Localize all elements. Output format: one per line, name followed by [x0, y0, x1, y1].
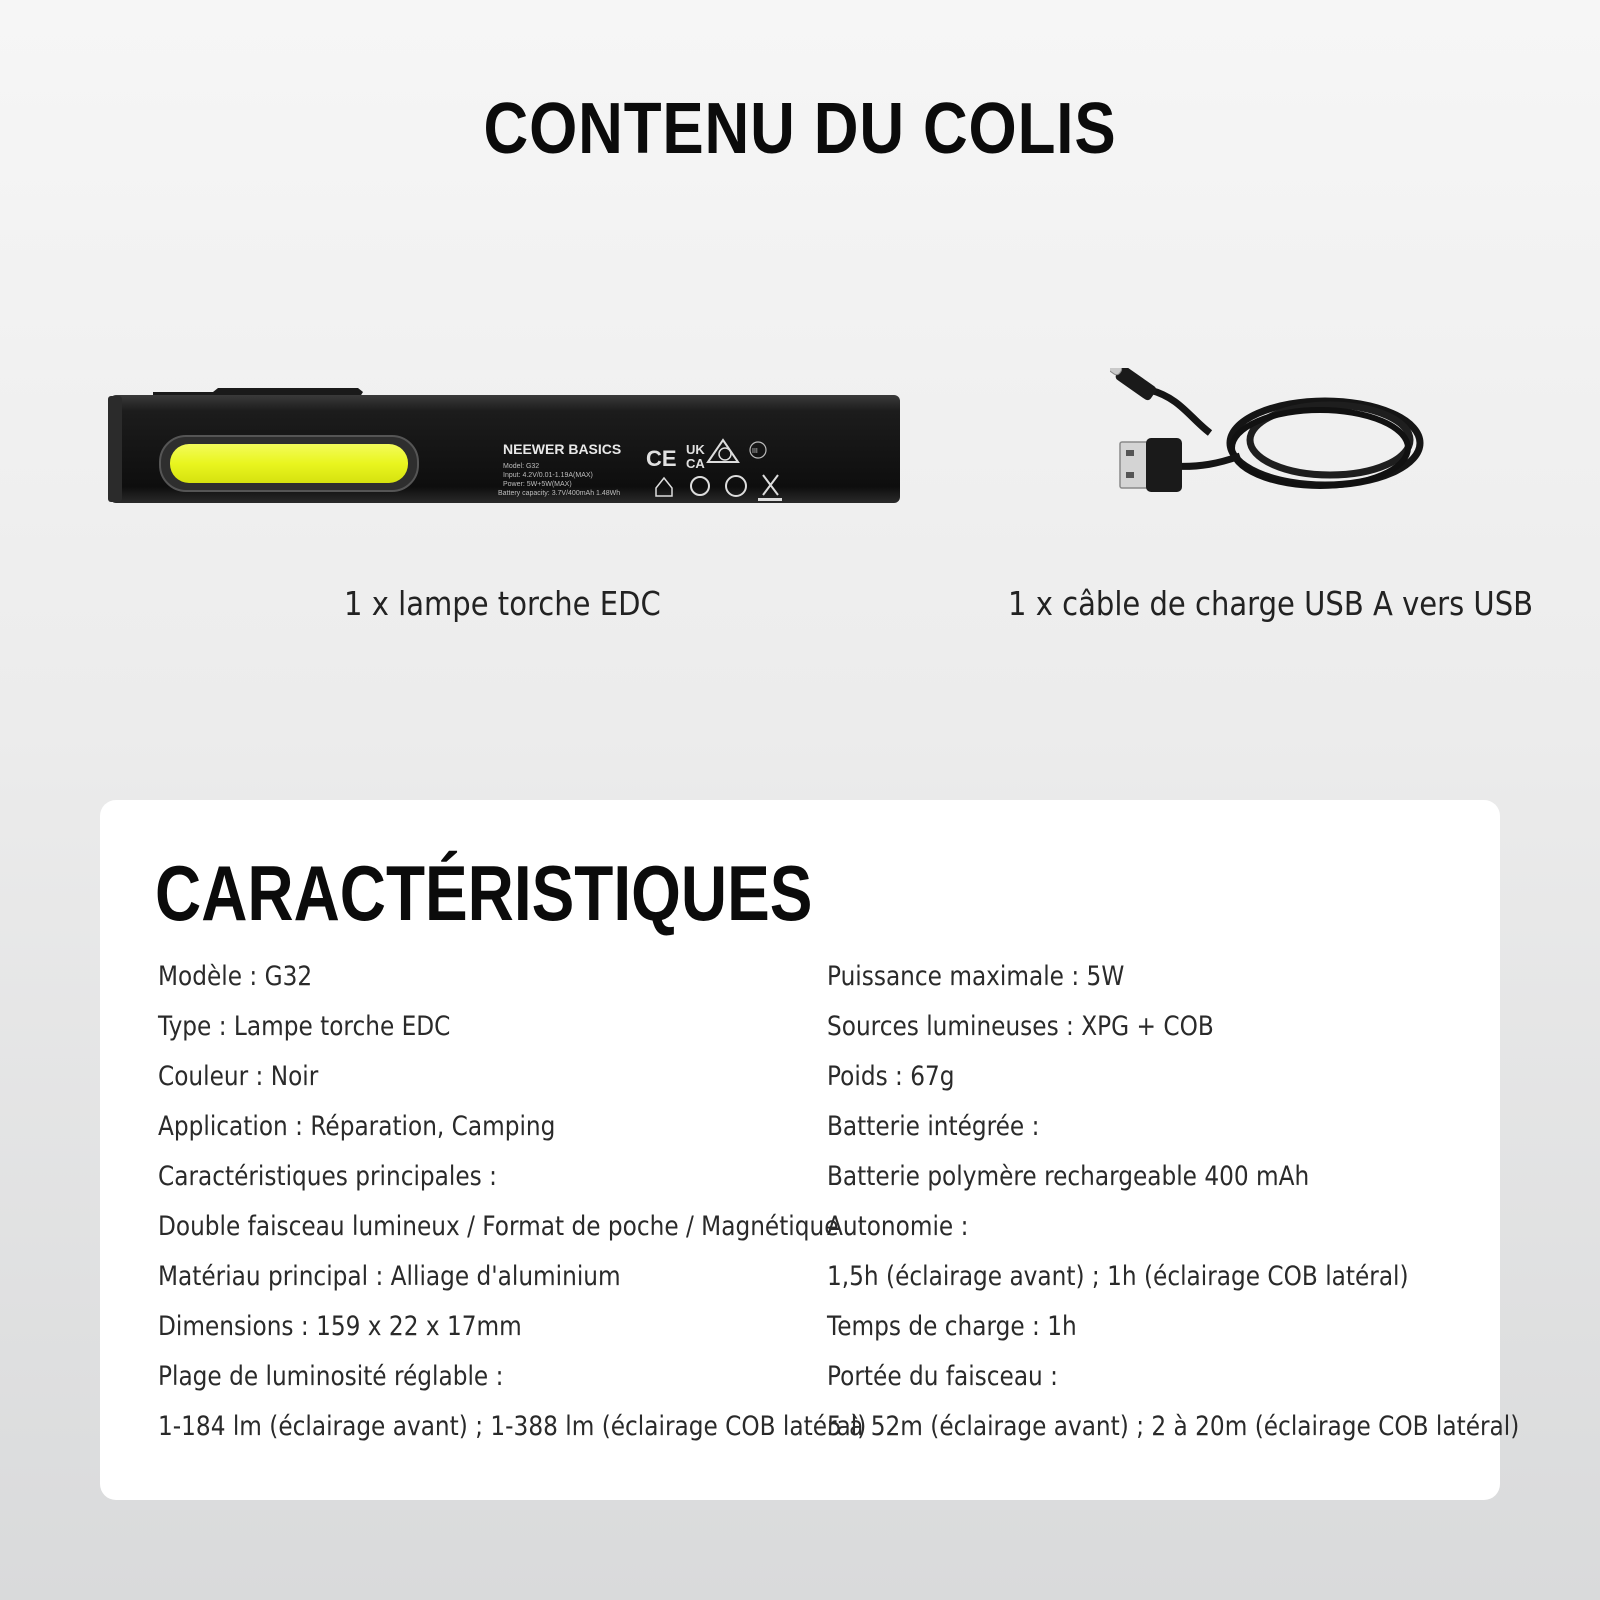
spec-line: Temps de charge : 1h: [827, 1311, 1077, 1342]
specs-title: CARACTÉRISTIQUES: [155, 849, 813, 937]
torch-label-line: Battery capacity: 3.7V/400mAh 1.48Wh: [498, 490, 621, 497]
spec-line: Double faisceau lumineux / Format de poche / Magnétique: [158, 1211, 839, 1242]
spec-line: Dimensions : 159 x 22 x 17mm: [158, 1311, 522, 1342]
ukca-mark: CA: [686, 456, 705, 471]
ukca-mark: UK: [686, 442, 705, 457]
spec-line: Matériau principal : Alliage d'aluminium: [158, 1261, 621, 1292]
spec-line: 5 à 52m (éclairage avant) ; 2 à 20m (éclairage COB latéral): [827, 1411, 1520, 1442]
cable-caption: 1 x câble de charge USB A vers USB: [1008, 584, 1534, 623]
spec-line: Type : Lampe torche EDC: [158, 1011, 451, 1042]
spec-line: Autonomie :: [827, 1211, 969, 1242]
specs-card: [100, 800, 1520, 1500]
spec-line: Sources lumineuses : XPG + COB: [827, 1011, 1214, 1042]
specs-right-column: [827, 952, 1520, 1452]
spec-line: Caractéristiques principales :: [158, 1161, 497, 1192]
cable-image: [1110, 368, 1440, 508]
spec-line: Poids : 67g: [827, 1061, 955, 1092]
usb-cable-illustration: [1110, 368, 1440, 508]
torch-caption: 1 x lampe torche EDC: [344, 584, 661, 623]
spec-line: Application : Réparation, Camping: [158, 1111, 556, 1142]
torch-label-line: Model: G32: [503, 463, 540, 470]
spec-line: Portée du faisceau :: [827, 1361, 1058, 1392]
torch-brand: NEEWER BASICS: [503, 441, 622, 457]
class-iii-mark: III: [752, 448, 758, 455]
torch-illustration: [108, 380, 903, 505]
specs-left-column: [158, 952, 867, 1452]
torch-image: [108, 380, 903, 505]
spec-line: 1,5h (éclairage avant) ; 1h (éclairage COB latéral): [827, 1261, 1409, 1292]
spec-line: Puissance maximale : 5W: [827, 961, 1125, 992]
torch-label-line: Power: 5W+5W(MAX): [503, 481, 572, 488]
page-title: CONTENU DU COLIS: [483, 89, 1117, 169]
spec-line: Couleur : Noir: [158, 1061, 319, 1092]
spec-line: Batterie intégrée :: [827, 1111, 1040, 1142]
spec-line: Plage de luminosité réglable :: [158, 1361, 504, 1392]
ce-mark: CE: [646, 446, 677, 471]
spec-line: Batterie polymère rechargeable 400 mAh: [827, 1161, 1310, 1192]
spec-line: 1-184 lm (éclairage avant) ; 1-388 lm (éclairage COB latéral): [158, 1411, 867, 1442]
spec-line: Modèle : G32: [158, 961, 313, 992]
torch-label-line: Input: 4.2V/0.01-1.19A(MAX): [503, 472, 593, 479]
